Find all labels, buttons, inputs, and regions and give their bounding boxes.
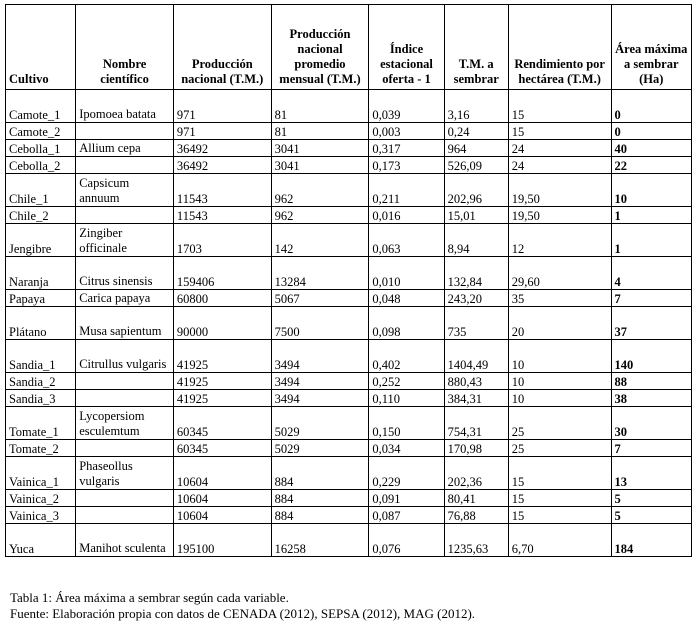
cell-cultivo: Sandia_1: [6, 340, 76, 373]
cell-nombre-cientifico: [76, 440, 174, 457]
table-row: [6, 457, 692, 490]
cell-rendimiento: 19,50: [508, 207, 611, 224]
cell-cultivo: Chile_1: [6, 174, 76, 207]
cell-indice-estacional: 0,063: [369, 224, 444, 257]
cell-rendimiento: 10: [508, 390, 611, 407]
cell-produccion-mensual: 962: [271, 207, 369, 224]
cell-produccion-nacional: 60800: [173, 290, 271, 307]
cell-area-maxima: 0: [611, 90, 691, 123]
cell-tm-sembrar: 384,31: [444, 390, 508, 407]
cell-produccion-mensual: 884: [271, 490, 369, 507]
cell-produccion-nacional: 971: [173, 90, 271, 123]
cell-rendimiento: 10: [508, 340, 611, 373]
cell-rendimiento: 20: [508, 307, 611, 340]
table-caption: [10, 590, 475, 622]
cell-rendimiento: 15: [508, 507, 611, 524]
cell-tm-sembrar: 0,24: [444, 123, 508, 140]
table-body: [6, 90, 692, 557]
cell-area-maxima: 30: [611, 407, 691, 440]
cell-tm-sembrar: 243,20: [444, 290, 508, 307]
cell-indice-estacional: 0,076: [369, 524, 444, 557]
cell-produccion-nacional: 41925: [173, 390, 271, 407]
cell-area-maxima: 22: [611, 157, 691, 174]
cell-nombre-cientifico: Ipomoea batata: [76, 90, 174, 123]
header-indice-estacional: Índice estacional oferta - 1: [369, 5, 444, 90]
cell-nombre-cientifico: Phaseollus vulgaris: [76, 457, 174, 490]
cell-produccion-mensual: 3494: [271, 340, 369, 373]
cell-area-maxima: 140: [611, 340, 691, 373]
cell-nombre-cientifico: [76, 157, 174, 174]
header-produccion-mensual: Producción nacional promedio mensual (T.M.): [271, 5, 369, 90]
cell-area-maxima: 184: [611, 524, 691, 557]
cell-indice-estacional: 0,317: [369, 140, 444, 157]
table-row: [6, 90, 692, 123]
cell-indice-estacional: 0,034: [369, 440, 444, 457]
cell-rendimiento: 29,60: [508, 257, 611, 290]
cell-rendimiento: 24: [508, 140, 611, 157]
cell-tm-sembrar: 15,01: [444, 207, 508, 224]
cell-cultivo: Papaya: [6, 290, 76, 307]
cell-indice-estacional: 0,150: [369, 407, 444, 440]
cell-produccion-mensual: 884: [271, 507, 369, 524]
cell-nombre-cientifico: Citrullus vulgaris: [76, 340, 174, 373]
cell-cultivo: Chile_2: [6, 207, 76, 224]
cell-tm-sembrar: 202,96: [444, 174, 508, 207]
cell-nombre-cientifico: Zingiber officinale: [76, 224, 174, 257]
cell-cultivo: Tomate_2: [6, 440, 76, 457]
cell-cultivo: Vainica_1: [6, 457, 76, 490]
cell-indice-estacional: 0,039: [369, 90, 444, 123]
cell-tm-sembrar: 80,41: [444, 490, 508, 507]
cell-cultivo: Cebolla_2: [6, 157, 76, 174]
header-produccion-nacional: Producción nacional (T.M.): [173, 5, 271, 90]
cell-indice-estacional: 0,048: [369, 290, 444, 307]
cell-produccion-mensual: 7500: [271, 307, 369, 340]
cell-tm-sembrar: 526,09: [444, 157, 508, 174]
cell-nombre-cientifico: Carica papaya: [76, 290, 174, 307]
cell-indice-estacional: 0,211: [369, 174, 444, 207]
header-nombre-cientifico: Nombre científico: [76, 5, 174, 90]
cell-produccion-mensual: 3041: [271, 140, 369, 157]
cell-rendimiento: 10: [508, 373, 611, 390]
cell-area-maxima: 4: [611, 257, 691, 290]
cell-produccion-nacional: 41925: [173, 340, 271, 373]
cell-tm-sembrar: 1404,49: [444, 340, 508, 373]
cell-produccion-nacional: 10604: [173, 490, 271, 507]
cell-tm-sembrar: 3,16: [444, 90, 508, 123]
cell-nombre-cientifico: [76, 390, 174, 407]
cell-tm-sembrar: 76,88: [444, 507, 508, 524]
cell-area-maxima: 7: [611, 440, 691, 457]
cell-rendimiento: 35: [508, 290, 611, 307]
cell-produccion-mensual: 142: [271, 224, 369, 257]
table-row: [6, 174, 692, 207]
table-row: [6, 140, 692, 157]
cell-nombre-cientifico: [76, 490, 174, 507]
cell-produccion-nacional: 41925: [173, 373, 271, 390]
header-row: [6, 5, 692, 90]
cell-produccion-nacional: 60345: [173, 440, 271, 457]
table-row: [6, 290, 692, 307]
cell-indice-estacional: 0,173: [369, 157, 444, 174]
cell-cultivo: Tomate_1: [6, 407, 76, 440]
cell-rendimiento: 15: [508, 90, 611, 123]
cell-produccion-nacional: 36492: [173, 157, 271, 174]
cell-produccion-mensual: 962: [271, 174, 369, 207]
header-rendimiento: Rendimiento por hectárea (T.M.): [508, 5, 611, 90]
table-row: [6, 507, 692, 524]
cell-produccion-mensual: 81: [271, 123, 369, 140]
cell-rendimiento: 15: [508, 457, 611, 490]
header-area-maxima: Área máxima a sembrar (Ha): [611, 5, 691, 90]
cell-indice-estacional: 0,010: [369, 257, 444, 290]
cell-produccion-nacional: 36492: [173, 140, 271, 157]
cell-area-maxima: 0: [611, 123, 691, 140]
crop-table: [5, 4, 692, 557]
cell-produccion-nacional: 11543: [173, 174, 271, 207]
cell-produccion-mensual: 3041: [271, 157, 369, 174]
cell-cultivo: Sandia_2: [6, 373, 76, 390]
cell-nombre-cientifico: Allium cepa: [76, 140, 174, 157]
table-row: [6, 224, 692, 257]
cell-rendimiento: 15: [508, 490, 611, 507]
cell-produccion-nacional: 10604: [173, 457, 271, 490]
cell-tm-sembrar: 964: [444, 140, 508, 157]
cell-rendimiento: 19,50: [508, 174, 611, 207]
cell-cultivo: Vainica_3: [6, 507, 76, 524]
cell-rendimiento: 25: [508, 407, 611, 440]
cell-rendimiento: 24: [508, 157, 611, 174]
cell-cultivo: Camote_2: [6, 123, 76, 140]
table-row: [6, 390, 692, 407]
table-row: [6, 373, 692, 390]
cell-nombre-cientifico: Citrus sinensis: [76, 257, 174, 290]
cell-indice-estacional: 0,087: [369, 507, 444, 524]
cell-produccion-nacional: 11543: [173, 207, 271, 224]
cell-tm-sembrar: 132,84: [444, 257, 508, 290]
cell-nombre-cientifico: Capsicum annuum: [76, 174, 174, 207]
cell-area-maxima: 5: [611, 507, 691, 524]
cell-indice-estacional: 0,252: [369, 373, 444, 390]
cell-produccion-mensual: 13284: [271, 257, 369, 290]
cell-cultivo: Yuca: [6, 524, 76, 557]
table-row: [6, 340, 692, 373]
cell-indice-estacional: 0,098: [369, 307, 444, 340]
cell-produccion-nacional: 971: [173, 123, 271, 140]
cell-cultivo: Plátano: [6, 307, 76, 340]
cell-indice-estacional: 0,110: [369, 390, 444, 407]
cell-indice-estacional: 0,402: [369, 340, 444, 373]
cell-cultivo: Camote_1: [6, 90, 76, 123]
caption-title: Tabla 1: Área máxima a sembrar según cada variable.: [10, 590, 289, 605]
cell-rendimiento: 25: [508, 440, 611, 457]
table-row: [6, 157, 692, 174]
cell-produccion-nacional: 159406: [173, 257, 271, 290]
cell-cultivo: Jengibre: [6, 224, 76, 257]
cell-area-maxima: 7: [611, 290, 691, 307]
cell-tm-sembrar: 8,94: [444, 224, 508, 257]
cell-nombre-cientifico: [76, 373, 174, 390]
cell-cultivo: Cebolla_1: [6, 140, 76, 157]
cell-nombre-cientifico: Musa sapientum: [76, 307, 174, 340]
cell-area-maxima: 37: [611, 307, 691, 340]
cell-tm-sembrar: 170,98: [444, 440, 508, 457]
table-row: [6, 524, 692, 557]
cell-produccion-nacional: 1703: [173, 224, 271, 257]
table-row: [6, 257, 692, 290]
cell-tm-sembrar: 1235,63: [444, 524, 508, 557]
table-row: [6, 307, 692, 340]
cell-produccion-mensual: 5067: [271, 290, 369, 307]
cell-rendimiento: 6,70: [508, 524, 611, 557]
cell-indice-estacional: 0,003: [369, 123, 444, 140]
cell-produccion-mensual: 3494: [271, 390, 369, 407]
caption-source: Fuente: Elaboración propia con datos de CENADA (2012), SEPSA (2012), MAG (2012).: [10, 606, 476, 621]
cell-nombre-cientifico: [76, 123, 174, 140]
cell-cultivo: Vainica_2: [6, 490, 76, 507]
cell-indice-estacional: 0,016: [369, 207, 444, 224]
table-row: [6, 440, 692, 457]
cell-produccion-mensual: 3494: [271, 373, 369, 390]
header-tm-sembrar: T.M. a sembrar: [444, 5, 508, 90]
cell-produccion-mensual: 16258: [271, 524, 369, 557]
cell-area-maxima: 1: [611, 207, 691, 224]
cell-area-maxima: 10: [611, 174, 691, 207]
cell-nombre-cientifico: Lycopersiom esculemtum: [76, 407, 174, 440]
cell-produccion-mensual: 5029: [271, 440, 369, 457]
cell-cultivo: Sandia_3: [6, 390, 76, 407]
cell-tm-sembrar: 880,43: [444, 373, 508, 390]
cell-produccion-nacional: 195100: [173, 524, 271, 557]
cell-rendimiento: 15: [508, 123, 611, 140]
table-row: [6, 490, 692, 507]
cell-produccion-nacional: 60345: [173, 407, 271, 440]
cell-produccion-mensual: 81: [271, 90, 369, 123]
cell-area-maxima: 88: [611, 373, 691, 390]
table-row: [6, 123, 692, 140]
cell-produccion-mensual: 5029: [271, 407, 369, 440]
cell-indice-estacional: 0,091: [369, 490, 444, 507]
cell-cultivo: Naranja: [6, 257, 76, 290]
cell-area-maxima: 1: [611, 224, 691, 257]
cell-nombre-cientifico: [76, 207, 174, 224]
header-cultivo: Cultivo: [6, 5, 76, 90]
cell-produccion-nacional: 90000: [173, 307, 271, 340]
cell-nombre-cientifico: [76, 507, 174, 524]
cell-rendimiento: 12: [508, 224, 611, 257]
cell-tm-sembrar: 754,31: [444, 407, 508, 440]
cell-tm-sembrar: 735: [444, 307, 508, 340]
cell-indice-estacional: 0,229: [369, 457, 444, 490]
table-row: [6, 407, 692, 440]
cell-area-maxima: 40: [611, 140, 691, 157]
cell-produccion-mensual: 884: [271, 457, 369, 490]
cell-area-maxima: 5: [611, 490, 691, 507]
table-row: [6, 207, 692, 224]
cell-area-maxima: 13: [611, 457, 691, 490]
cell-nombre-cientifico: Manihot sculenta: [76, 524, 174, 557]
cell-area-maxima: 38: [611, 390, 691, 407]
cell-produccion-nacional: 10604: [173, 507, 271, 524]
cell-tm-sembrar: 202,36: [444, 457, 508, 490]
